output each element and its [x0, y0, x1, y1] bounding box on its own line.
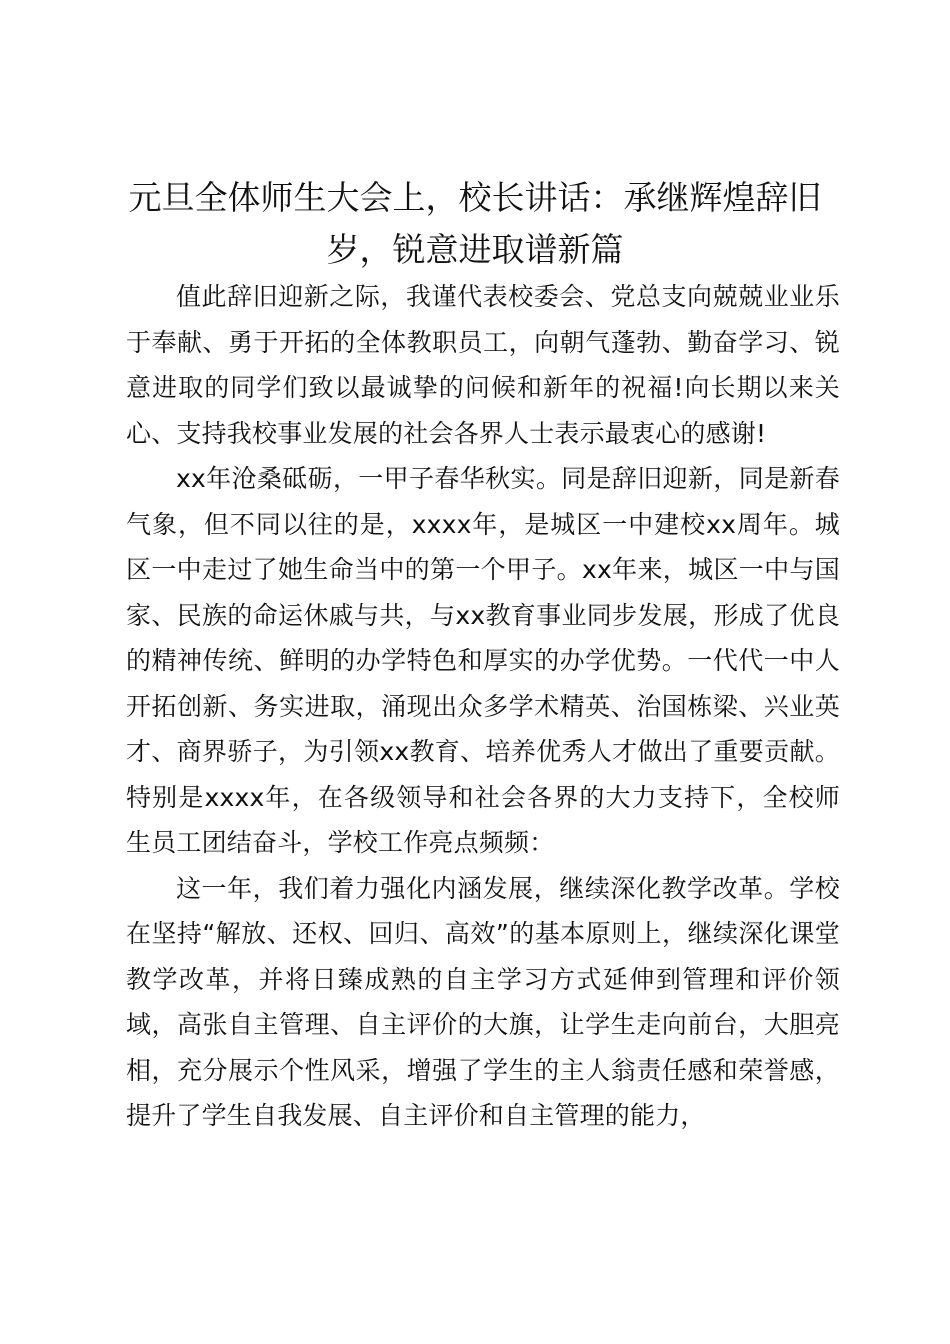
document-body — [126, 274, 840, 1139]
paragraph-2: xx年沧桑砥砺，一甲子春华秋实。同是辞旧迎新，同是新春气象，但不同以往的是，xxxx年，是城区一中建校xx周年。城区一中走过了她生命当中的第一个甲子。xx年来，城区一中与国家、民族的命运休戚与共，与xx教育事业同步发展，形成了优良的精神传统、鲜明的办学特色和厚实的办学优势。一代代一中人开拓创新、务实进取，涌现出众多学术精英、治国栋梁、兴业英才、商界骄子，为引领xx教育、培养优秀人才做出了重要贡献。特别是xxxx年，在各级领导和社会各界的大力支持下，全校师生员工团结奋斗，学校工作亮点频频： — [126, 464, 840, 857]
paragraph-1: 值此辞旧迎新之际，我谨代表校委会、党总支向兢兢业业乐于奉献、勇于开拓的全体教职员工，向朝气蓬勃、勤奋学习、锐意进取的同学们致以最诚挚的问候和新年的祝福!向长期以来关心、支持我校事业发展的社会各界人士表示最衷心的感谢! — [126, 282, 840, 448]
document-title: 元旦全体师生大会上，校长讲话：承继辉煌辞旧岁，锐意进取谱新篇 — [128, 178, 822, 269]
paragraph-3: 这一年，我们着力强化内涵发展，继续深化教学改革。学校在坚持“解放、还权、回归、高效”的基本原则上，继续深化课堂教学改革，并将日臻成熟的自主学习方式延伸到管理和评价领域，高张自主管理、自主评价的大旗，让学生走向前台，大胆亮相，充分展示个性风采，增强了学生的主人翁责任感和荣誉感，提升了学生自我发展、自主评价和自主管理的能力， — [126, 873, 840, 1130]
